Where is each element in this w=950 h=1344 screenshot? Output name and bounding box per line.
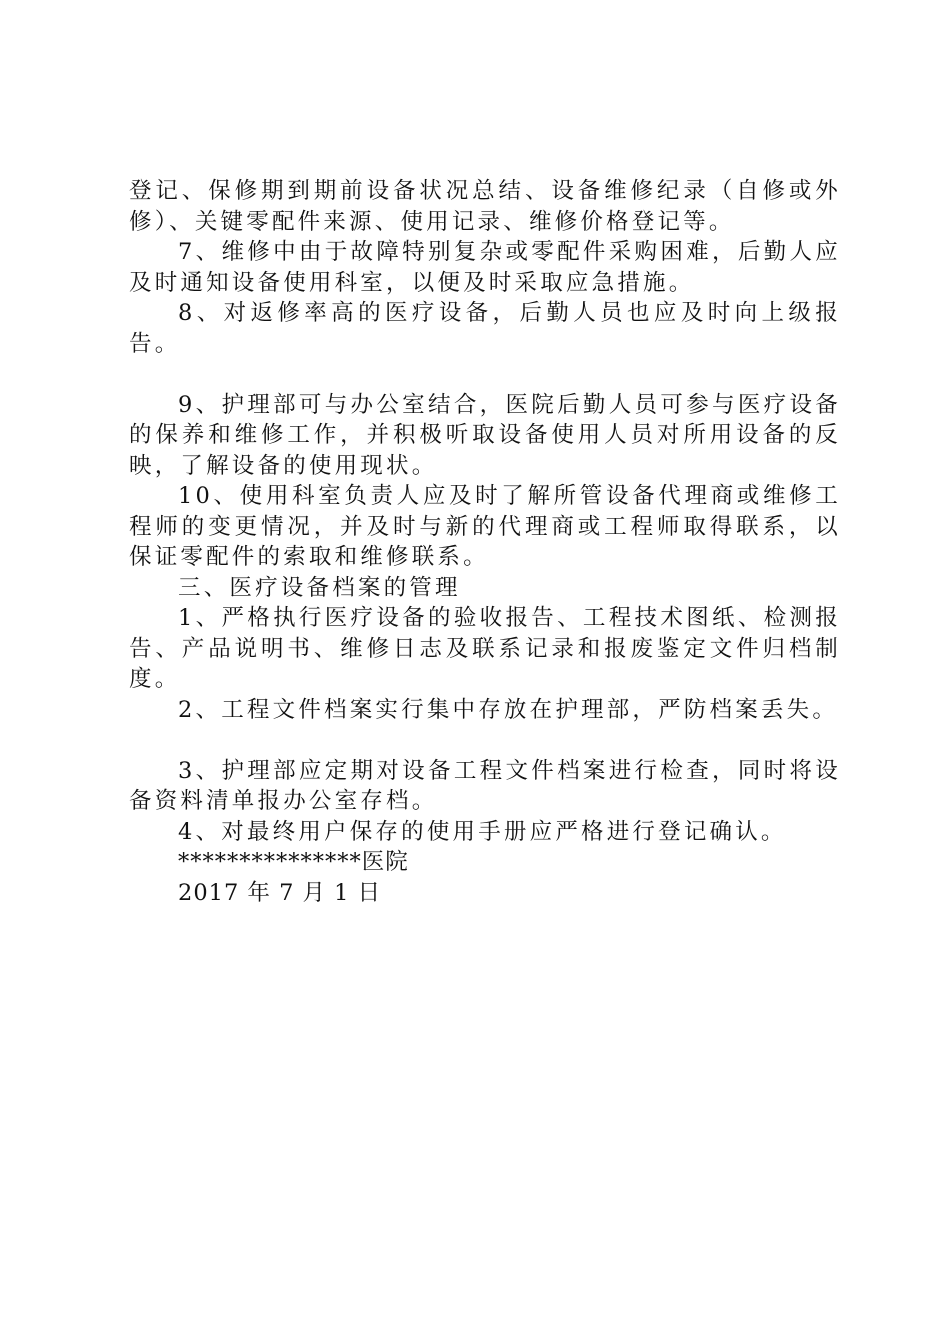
signature-date: 2017 年 7 月 1 日 [178,879,382,906]
paragraph-item-7: 7、维修中由于故障特别复杂或零配件采购困难，后勤人应及时通知设备使用科室，以便及时采取应急措施。 [129,239,841,296]
blank-line [129,359,841,390]
signature-hospital: ***************医院 [178,849,409,875]
paragraph-archive-item-4: 4、对最终用户保存的使用手册应严格进行登记确认。 [178,818,787,845]
paragraph-item-8: 8、对返修率高的医疗设备，后勤人员也应及时向上级报告。 [129,300,841,357]
paragraph-item-10: 10、使用科室负责人应及时了解所管设备代理商或维修工程师的变更情况，并及时与新的代理商或工程师取得联系，以保证零配件的索取和维修联系。 [129,483,841,570]
paragraph-archive-item-2: 2、工程文件档案实行集中存放在护理部，严防档案丢失。 [178,696,839,723]
paragraph-item-9: 9、护理部可与办公室结合，医院后勤人员可参与医疗设备的保养和维修工作，并积极听取设备使用人员对所用设备的反映，了解设备的使用现状。 [129,391,841,479]
blank-line [129,725,841,756]
paragraph-archive-item-1: 1、严格执行医疗设备的验收报告、工程技术图纸、检测报告、产品说明书、维修日志及联系记录和报废鉴定文件归档制度。 [129,605,841,692]
document-body [129,176,841,908]
paragraph-archive-item-3: 3、护理部应定期对设备工程文件档案进行检查，同时将设备资料清单报办公室存档。 [129,757,841,814]
section-heading-archives: 三、医疗设备档案的管理 [178,574,461,601]
paragraph-continuation: 登记、保修期到期前设备状况总结、设备维修纪录（自修或外修）、关键零配件来源、使用记录、维修价格登记等。 [129,178,841,235]
